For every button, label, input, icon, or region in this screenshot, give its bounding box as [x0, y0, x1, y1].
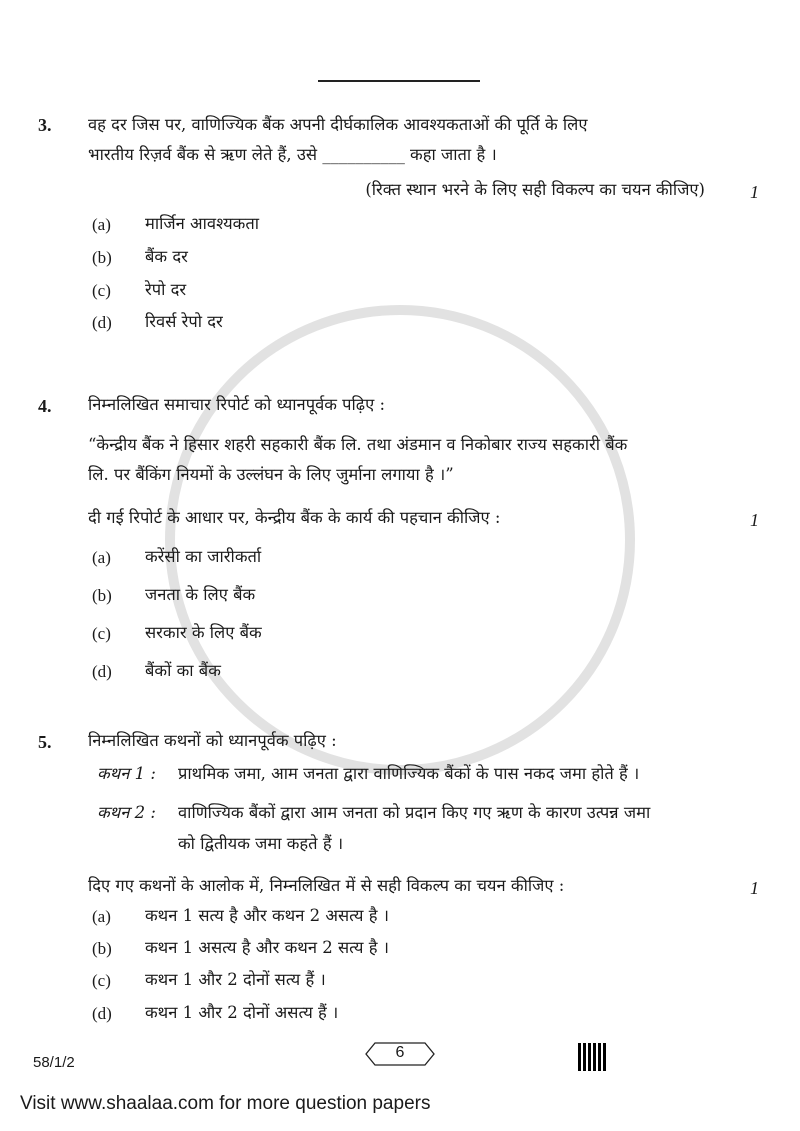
option-letter: (c)	[92, 281, 111, 300]
option-letter: (b)	[92, 248, 112, 267]
option-letter: (a)	[92, 907, 111, 926]
option-text: रिवर्स रेपो दर	[145, 312, 223, 331]
statement-text: वाणिज्यिक बैंकों द्वारा आम जनता को प्रदान किए गए ऋण के कारण उत्पन्न जमा	[178, 803, 651, 822]
qr-code-icon	[578, 1043, 606, 1071]
top-divider	[318, 80, 480, 82]
option-text: कथन 1 सत्य है और कथन 2 असत्य है ।	[145, 906, 389, 925]
option-text: बैंकों का बैंक	[145, 661, 221, 680]
paper-code: 58/1/2	[33, 1054, 75, 1071]
question-text: भारतीय रिज़र्व बैंक से ऋण लेते हैं, उसे __________ कहा जाता है ।	[88, 145, 497, 164]
news-quote: लि. पर बैंकिंग नियमों के उल्लंघन के लिए जुर्माना लगाया है ।”	[88, 465, 454, 484]
option-text: करेंसी का जारीकर्ता	[145, 547, 262, 566]
question-text: वह दर जिस पर, वाणिज्यिक बैंक अपनी दीर्घकालिक आवश्यकताओं की पूर्ति के लिए	[88, 115, 588, 134]
page-number-text: 6	[395, 1044, 405, 1061]
option-text: मार्जिन आवश्यकता	[145, 214, 260, 233]
option-letter: (b)	[92, 586, 112, 605]
option-letter: (a)	[92, 548, 111, 567]
marks: 1	[750, 878, 759, 898]
watermark-circle	[165, 305, 635, 775]
question-number: 3.	[38, 115, 52, 135]
statement-text: प्राथमिक जमा, आम जनता द्वारा वाणिज्यिक बैंकों के पास नकद जमा होते हैं ।	[178, 764, 640, 783]
option-letter: (d)	[92, 1004, 112, 1023]
question-number: 5.	[38, 732, 52, 752]
news-quote: “केन्द्रीय बैंक ने हिसार शहरी सहकारी बैंक लि. तथा अंडमान व निकोबार राज्य सहकारी बैंक	[88, 435, 628, 454]
question-prompt: दी गई रिपोर्ट के आधार पर, केन्द्रीय बैंक के कार्य की पहचान कीजिए :	[88, 508, 501, 527]
question-instruction: (रिक्त स्थान भरने के लिए सही विकल्प का चयन कीजिए)	[365, 180, 705, 199]
question-number: 4.	[38, 396, 52, 416]
option-text: रेपो दर	[145, 280, 187, 299]
statement-text: को द्वितीयक जमा कहते हैं ।	[178, 834, 344, 853]
option-letter: (a)	[92, 215, 111, 234]
page-number	[365, 1042, 435, 1066]
question-text: निम्नलिखित कथनों को ध्यानपूर्वक पढ़िए :	[88, 731, 337, 750]
option-text: सरकार के लिए बैंक	[145, 623, 262, 642]
option-text: कथन 1 और 2 दोनों सत्य हैं ।	[145, 970, 326, 989]
option-text: कथन 1 और 2 दोनों असत्य हैं ।	[145, 1003, 339, 1022]
statement-label: कथन 1 :	[97, 764, 156, 783]
option-letter: (d)	[92, 313, 112, 332]
option-text: बैंक दर	[145, 247, 188, 266]
marks: 1	[750, 182, 759, 202]
option-text: जनता के लिए बैंक	[145, 585, 256, 604]
website-footer: Visit www.shaalaa.com for more question papers	[20, 1093, 431, 1114]
marks: 1	[750, 510, 759, 530]
question-text: निम्नलिखित समाचार रिपोर्ट को ध्यानपूर्वक पढ़िए :	[88, 395, 386, 414]
option-letter: (c)	[92, 971, 111, 990]
question-prompt: दिए गए कथनों के आलोक में, निम्नलिखित में से सही विकल्प का चयन कीजिए :	[88, 876, 565, 895]
option-letter: (c)	[92, 624, 111, 643]
option-letter: (d)	[92, 662, 112, 681]
statement-label: कथन 2 :	[97, 803, 156, 822]
option-text: कथन 1 असत्य है और कथन 2 सत्य है ।	[145, 938, 389, 957]
option-letter: (b)	[92, 939, 112, 958]
